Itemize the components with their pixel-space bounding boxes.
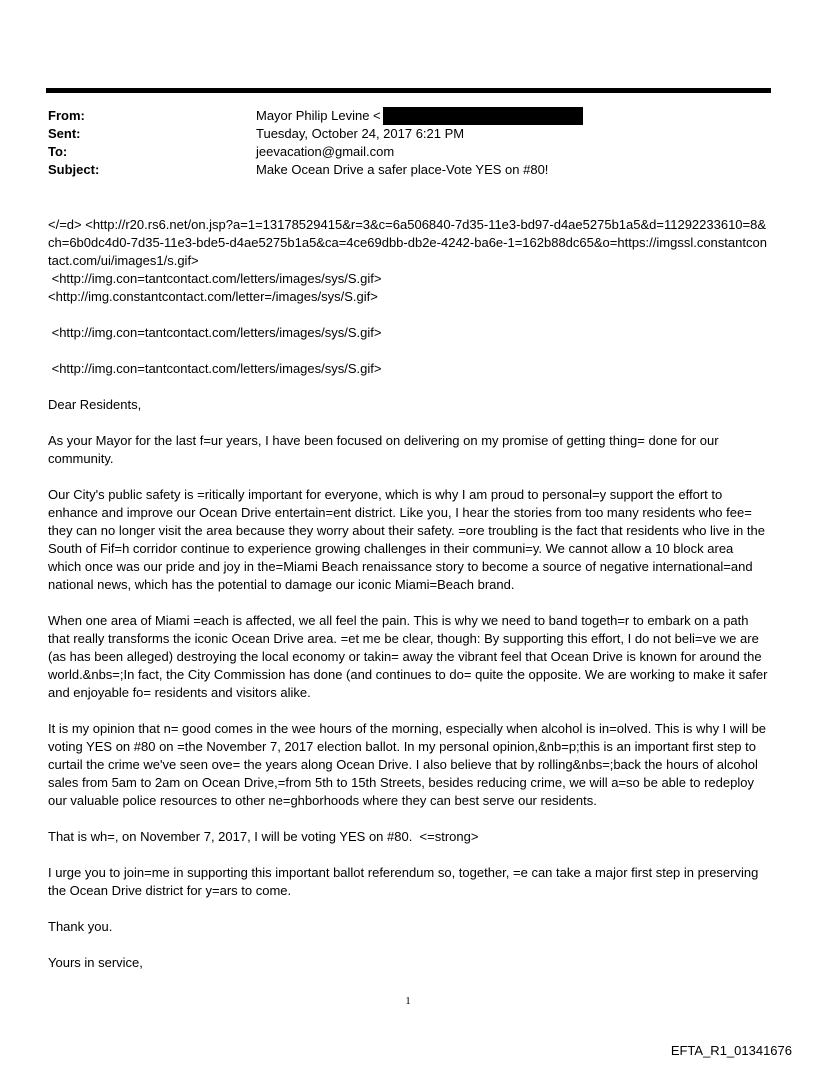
to-value: jeevacation@gmail.com: [256, 144, 395, 159]
tracking-url: </=d> <http://r20.rs6.net/on.jsp?a=1=13178529415&r=3&c=6a506840-7d35-11e3-bd97-d4ae5275b1a5&d=11292233610=8&ch=6b0dc4d0-7d35-11e3-bde5-d4ae5275b1a5&ca=4ce69dbb-db2e-4242-ba6e-1=162b88dc65&o=https://imgssl.constantcontact.com/ui/images1/s.gif>: [48, 217, 767, 268]
page-number: 1: [405, 995, 411, 1007]
paragraph-5: That is wh=, on November 7, 2017, I will be voting YES on #80. <=strong>: [48, 829, 479, 844]
subject-label: Subject:: [48, 162, 100, 177]
email-header: [48, 107, 768, 179]
document-id: EFTA_R1_01341676: [670, 1043, 792, 1058]
subject-value: Make Ocean Drive a safer place-Vote YES on #80!: [256, 162, 549, 177]
sent-label: Sent:: [48, 126, 81, 141]
thank-you: Thank you.: [48, 919, 113, 934]
sent-value: Tuesday, October 24, 2017 6:21 PM: [256, 126, 465, 141]
paragraph-4: It is my opinion that n= good comes in the wee hours of the morning, especially when alcohol is in=olved. This is why I will be voting YES on #80 on =the November 7, 2017 election ballot. In my personal opinion,&nb=p;this is an important first step to curtail the crime we've seen ove= the years along Ocean Drive. I also believe that by rolling&nbs=;back the hours of alcohol sales from 5am to 2am on Ocean Drive,=from 5th to 15th Streets, besides reducing crime, we will a=so be able to redeploy our valuable police resources to other ne=ghborhoods where they can best serve our residents.: [48, 721, 767, 808]
sign-off: Yours in service,: [48, 955, 143, 970]
paragraph-6: I urge you to join=me in supporting this important ballot referendum so, together, =e can take a major first step in preserving the Ocean Drive district for y=ars to come.: [48, 865, 759, 898]
paragraph-2: Our City's public safety is =ritically important for everyone, which is why I am proud to personal=y support the effort to enhance and improve our Ocean Drive entertain=ent district. Like you, I hear the stories from too many residents who fee= they can no longer visit the area because they worry about their safety. =ore troubling is the fact that residents who live in the South of Fif=h corridor continue to experience growing challenges in their communi=y. We cannot allow a 10 block area which once was our pride and joy in the=Miami Beach renaissance story to become a source of negative international=and national news, which has the potential to damage our iconic Miami=Beach brand.: [48, 487, 765, 592]
image-link-1: <http://img.con=tantcontact.com/letters/images/sys/S.gif>: [48, 271, 382, 286]
image-link-3: <http://img.con=tantcontact.com/letters/images/sys/S.gif>: [48, 325, 382, 340]
header-rule: [46, 88, 771, 93]
redaction-box: [383, 107, 583, 125]
subject-row: [48, 161, 768, 179]
sent-row: [48, 125, 768, 143]
paragraph-1: As your Mayor for the last f=ur years, I have been focused on delivering on my promise of getting thing= done for our community.: [48, 433, 719, 466]
email-body: [48, 216, 770, 990]
image-link-4: <http://img.con=tantcontact.com/letters/images/sys/S.gif>: [48, 361, 382, 376]
to-label: To:: [48, 144, 68, 159]
paragraph-3: When one area of Miami =each is affected, we all feel the pain. This is why we need to band togeth=r to embark on a path that really transforms the iconic Ocean Drive area. =et me be clear, though: By supporting this effort, I do not beli=ve we are (as has been alleged) destroying the local economy or takin= away the vibrant feel that Ocean Drive is known for around the world.&nbs=;In fact, the City Commission has done (and continues to do= quite the opposite. We are working to make it safer and enjoyable fo= residents and visitors alike.: [48, 613, 768, 700]
from-row: [48, 107, 768, 125]
image-link-2: <http://img.constantcontact.com/letter=/images/sys/S.gif>: [48, 289, 378, 304]
from-value: Mayor Philip Levine <: [256, 108, 381, 123]
from-label: From:: [48, 108, 85, 123]
greeting: Dear Residents,: [48, 397, 142, 412]
to-row: [48, 143, 768, 161]
